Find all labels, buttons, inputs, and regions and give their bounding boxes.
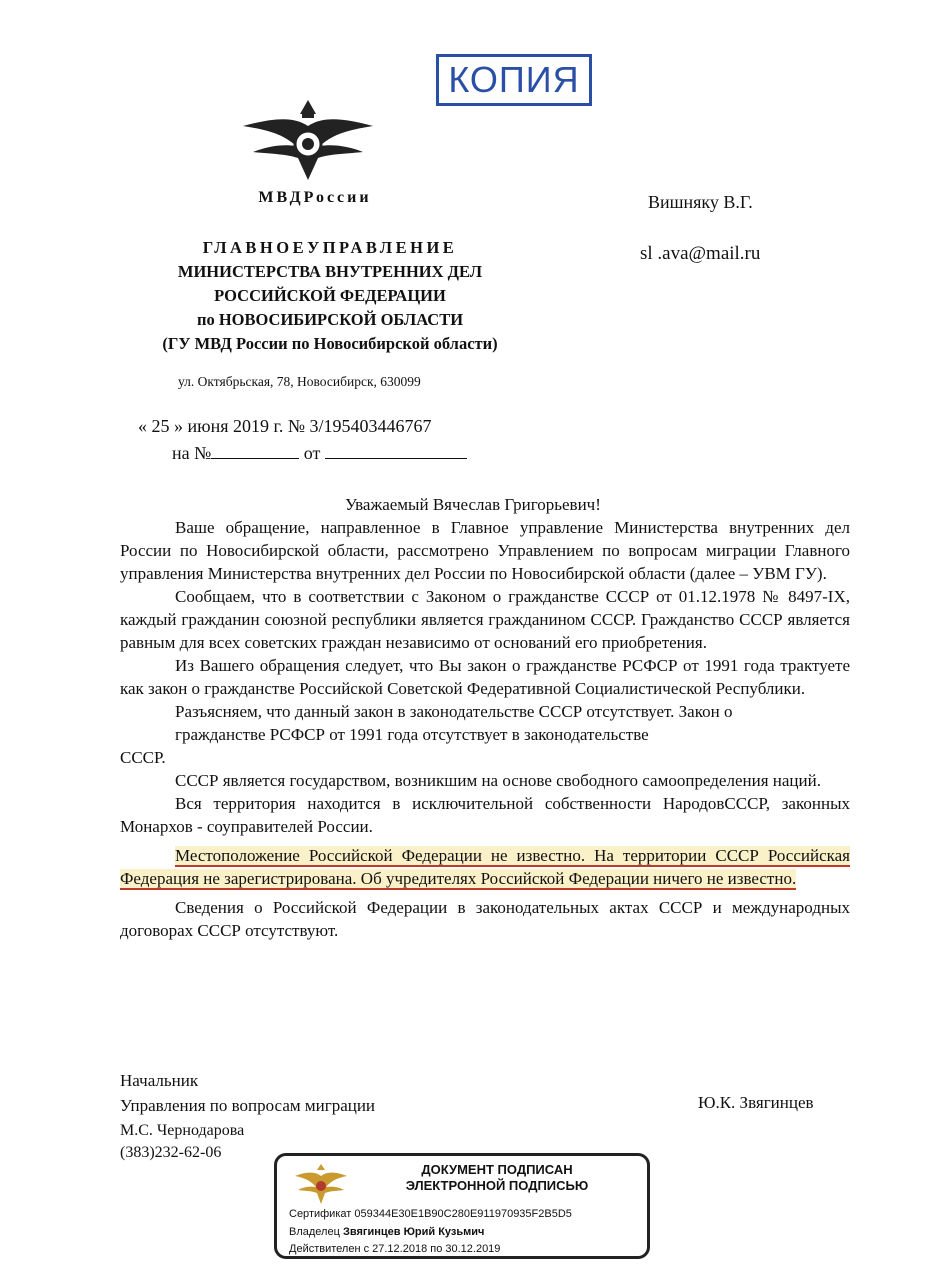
ref-number-blank (211, 442, 299, 459)
esig-cert-value: 059344E30E1B90C280E911970935F2B5D5 (354, 1208, 572, 1220)
reference-line (172, 442, 467, 464)
electronic-signature-stamp (274, 1153, 650, 1259)
paragraph: Сведения о Российской Федерации в законодательных актах СССР и международных договорах СССР отсутствуют. (120, 898, 850, 940)
esig-owner-value: Звягинцев Юрий Кузьмич (342, 1226, 485, 1238)
esig-heading-line: ДОКУМЕНТ ПОДПИСАН (421, 1162, 573, 1177)
paragraph-line: гражданстве РСФСР от 1991 года отсутствует в законодательстве (175, 725, 649, 744)
highlight: Местоположение Российской Федерации не известно. На территории СССР Российская Федерация не зарегистрирована. Об учредителях Российской Федерации ничего не известно. (120, 846, 850, 888)
double-headed-eagle-icon (238, 96, 378, 184)
paragraph: Ваше обращение, направленное в Главное управление Министерства внутренних дел России по Новосибирской области, рассмотрено Управлением по вопросам миграции Главного управления Министерства внутренних дел России по Новосибирской области (далее – УВМ ГУ). (120, 518, 850, 583)
agency-title: МВДРоссии (258, 189, 372, 206)
greeting: Уважаемый Вячеслав Григорьевич! (345, 495, 601, 514)
esig-heading-line: ЭЛЕКТРОННОЙ ПОДПИСЬЮ (405, 1178, 589, 1193)
ref-from: от (303, 443, 321, 463)
ref-date-blank (325, 442, 467, 459)
document-number: « 25 » июня 2019 г. № 3/195403446767 (138, 416, 432, 436)
esig-heading (357, 1162, 637, 1194)
signatory-title (120, 1068, 375, 1118)
eagle-emblem-icon (293, 1162, 349, 1206)
paragraph: Из Вашего обращения следует, что Вы закон о гражданстве РСФСР от 1991 года трактуете как закон о гражданстве Российской Советской Федеративной Социалистической Республики. (120, 656, 850, 698)
recipient-name: Вишняку В.Г. (648, 192, 753, 212)
signatory-title-line: Управления по вопросам миграции (120, 1096, 376, 1115)
paragraph-line: СССР. (120, 748, 166, 767)
executor-phone: (383)232-62-06 (120, 1144, 222, 1161)
department-address: ул. Октябрьская, 78, Новосибирск, 630099 (178, 374, 421, 389)
department-line: МИНИСТЕРСТВА ВНУТРЕННИХ ДЕЛ (177, 262, 483, 281)
esig-owner (289, 1226, 484, 1238)
paragraph: Разъясняем, что данный закон в законодательстве СССР отсутствует. Закон о (175, 702, 733, 721)
paragraph: Вся территория находится в исключительной собственности НародовСССР, законных Монархов - соуправителей России. (120, 794, 850, 836)
esig-validity: Действителен с 27.12.2018 по 30.12.2019 (289, 1243, 501, 1255)
department-line: РОССИЙСКОЙ ФЕДЕРАЦИИ (214, 286, 446, 305)
executor-block (120, 1120, 244, 1164)
department-block (120, 236, 540, 356)
letter-body (120, 516, 850, 942)
department-line: по НОВОСИБИРСКОЙ ОБЛАСТИ (196, 310, 464, 329)
executor-name: М.С. Чернодарова (120, 1122, 245, 1139)
ref-prefix: на № (172, 443, 212, 463)
esig-cert-label: Сертификат (289, 1208, 352, 1220)
signatory-title-line: Начальник (120, 1071, 199, 1090)
department-line: ГЛАВНОЕУПРАВЛЕНИЕ (202, 238, 458, 257)
paragraph: СССР является государством, возникшим на основе свободного самоопределения наций. (175, 771, 821, 790)
signatory-name: Ю.К. Звягинцев (698, 1093, 814, 1112)
department-line: (ГУ МВД России по Новосибирской области) (162, 334, 498, 353)
esig-owner-label: Владелец (289, 1226, 340, 1238)
esig-certificate (289, 1208, 572, 1220)
highlighted-paragraph (120, 844, 850, 890)
paragraph: Сообщаем, что в соответствии с Законом о гражданстве СССР от 01.12.1978 № 8497-IX, каждый гражданин союзной республики является гражданином СССР. Гражданство СССР является равным для всех советских граждан независимо от оснований его приобретения. (120, 587, 850, 652)
copy-stamp: КОПИЯ (436, 54, 592, 106)
recipient-email: sl .ava@mail.ru (640, 243, 761, 264)
